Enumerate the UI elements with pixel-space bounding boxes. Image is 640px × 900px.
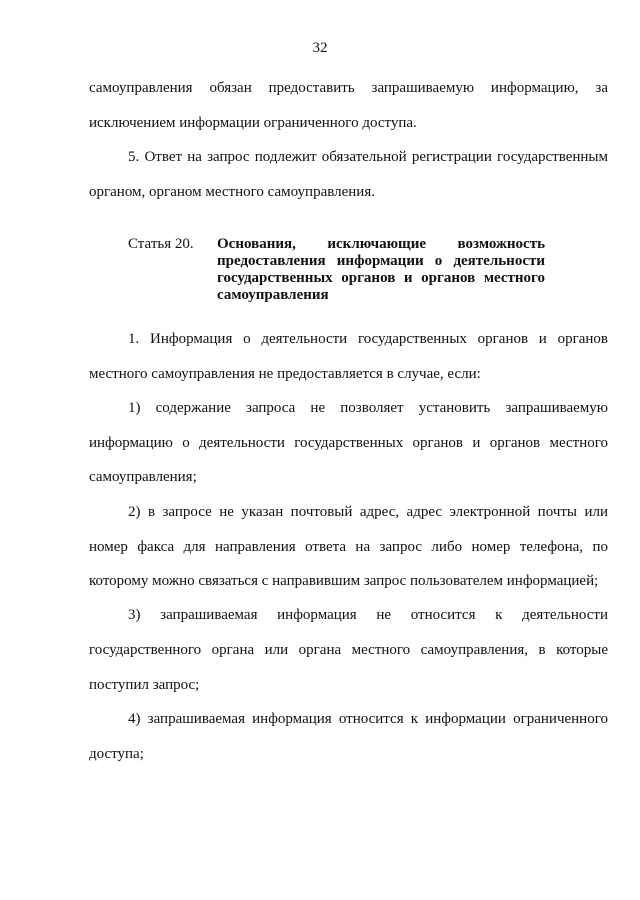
article-title-line: предоставления информации о деятельности <box>217 253 545 269</box>
item3-line-1: 3) запрашиваемая информация не относится к деятельности <box>128 607 608 623</box>
point5-line-1: 5. Ответ на запрос подлежит обязательной регистрации государственным <box>128 149 608 165</box>
page-number: 32 <box>312 40 328 56</box>
item1-line-1: 1) содержание запроса не позволяет установить запрашиваемую <box>128 400 608 416</box>
item1-line-3: самоуправления; <box>89 469 197 485</box>
article-number: Статья 20. <box>128 236 194 252</box>
item1-line-2: информацию о деятельности государственных органов и органов местного <box>89 435 608 451</box>
point5-line-2: органом, органом местного самоуправления. <box>89 184 375 200</box>
item2-line-3: которому можно связаться с направившим запрос пользователем информацией; <box>89 573 599 589</box>
article-title-line: государственных органов и органов местного <box>217 270 545 286</box>
item4-line-1: 4) запрашиваемая информация относится к информации ограниченного <box>128 711 608 727</box>
para1-line-2: местного самоуправления не предоставляется в случае, если: <box>89 366 481 382</box>
article-title-line: Основания, исключающие возможность <box>217 236 545 252</box>
item2-line-2: номер факса для направления ответа на запрос либо номер телефона, по <box>89 539 608 555</box>
para1-line-1: 1. Информация о деятельности государственных органов и органов <box>128 331 608 347</box>
intro-line-2: исключением информации ограниченного доступа. <box>89 115 417 131</box>
item3-line-2: государственного органа или органа местного самоуправления, в которые <box>89 642 608 658</box>
item3-line-3: поступил запрос; <box>89 677 200 693</box>
intro-line-1: самоуправления обязан предоставить запрашиваемую информацию, за <box>89 80 608 96</box>
article-title <box>217 236 545 304</box>
item2-line-1: 2) в запросе не указан почтовый адрес, адрес электронной почты или <box>128 504 608 520</box>
article-title-line: самоуправления <box>217 287 329 303</box>
item4-line-2: доступа; <box>89 746 144 762</box>
